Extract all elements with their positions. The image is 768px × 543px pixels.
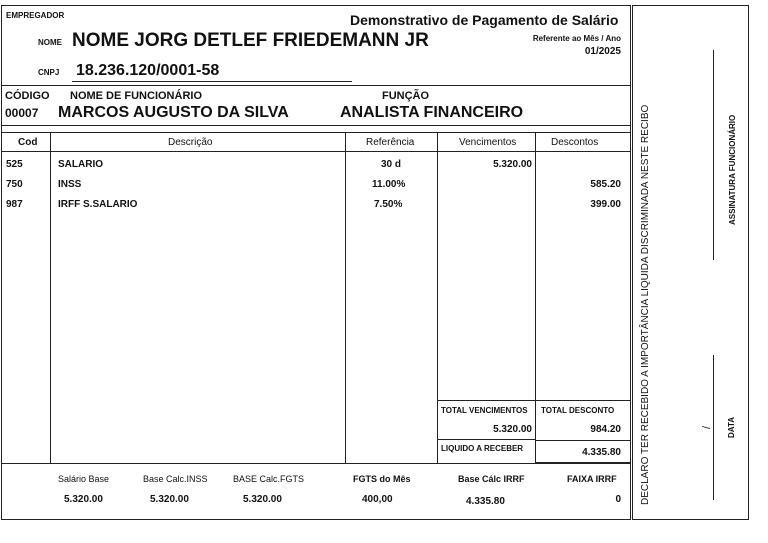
declaration-text: DECLARO TER RECEBIDO A IMPORTÂNCIA LIQUIDA DISCRIMINADA NESTE RECIBO — [640, 104, 651, 505]
document-title: Demonstrativo de Pagamento de Salário — [350, 12, 619, 28]
col-line — [535, 132, 536, 463]
row-desconto: 585.20 — [590, 179, 621, 190]
divider — [1, 85, 631, 86]
nome-label: NOME — [38, 38, 62, 47]
employee-name: MARCOS AUGUSTO DA SILVA — [58, 104, 289, 121]
faixa-irrf-value: 0 — [615, 494, 621, 505]
base-calc-inss-label: Base Calc.INSS — [143, 474, 208, 484]
col-line — [345, 132, 346, 463]
base-calc-irrf-value: 4.335.80 — [466, 496, 505, 507]
row-ref: 30 d — [381, 159, 402, 170]
cnpj-label: CNPJ — [38, 68, 60, 77]
row-ref: 7.50% — [374, 199, 403, 210]
row-cod: 987 — [6, 199, 23, 210]
liquido-value: 4.335.80 — [582, 447, 621, 458]
salario-base-label: Salário Base — [58, 474, 110, 484]
row-ref: 11.00% — [372, 179, 406, 190]
col-header-descricao: Descrição — [168, 137, 213, 148]
row-desc: SALARIO — [58, 159, 103, 170]
col-header-cod: Cod — [18, 137, 38, 148]
data-label: DATA — [727, 416, 736, 438]
base-calc-irrf-label: Base Cálc IRRF — [458, 474, 525, 484]
fgts-mes-value: 400,00 — [362, 494, 393, 505]
salario-base-value: 5.320.00 — [64, 494, 103, 505]
empregador-label: EMPREGADOR — [6, 11, 65, 20]
reference-value: 01/2025 — [584, 46, 621, 57]
date-line — [713, 355, 714, 500]
base-calc-fgts-value: 5.320.00 — [243, 494, 282, 505]
reference-label: Referente ao Mês / Ano — [532, 34, 621, 43]
faixa-irrf-label: FAIXA IRRF — [567, 474, 617, 484]
col-header-vencimentos: Vencimentos — [459, 137, 517, 148]
total-vencimentos-value: 5.320.00 — [493, 424, 532, 435]
base-calc-inss-value: 5.320.00 — [150, 494, 189, 505]
totals-divider — [437, 400, 631, 401]
total-desconto-value: 984.20 — [590, 424, 621, 435]
base-calc-fgts-label: BASE Calc.FGTS — [233, 474, 305, 484]
date-slash: / — [701, 425, 713, 429]
divider — [1, 151, 631, 152]
cnpj-value: 18.236.120/0001-58 — [76, 62, 220, 79]
funcao-label: FUNÇÃO — [382, 90, 430, 102]
signature-line — [713, 50, 714, 260]
employee-name-label: NOME DE FUNCIONÁRIO — [70, 90, 202, 102]
divider — [1, 125, 631, 126]
row-cod: 525 — [6, 159, 23, 170]
cnpj-underline — [72, 81, 352, 82]
col-line — [437, 132, 438, 463]
col-line — [50, 132, 51, 463]
col-header-referencia: Referência — [366, 137, 415, 148]
row-desc: INSS — [58, 179, 82, 190]
total-vencimentos-label: TOTAL VENCIMENTOS — [441, 406, 528, 415]
employer-name: NOME JORG DETLEF FRIEDEMANN JR — [72, 30, 429, 51]
row-desc: IRFF S.SALARIO — [58, 199, 138, 210]
funcao-value: ANALISTA FINANCEIRO — [340, 104, 524, 121]
fgts-mes-label: FGTS do Mês — [353, 474, 411, 484]
assinatura-label: ASSINATURA FUNCIONÁRIO — [728, 114, 737, 225]
codigo-label: CÓDIGO — [5, 90, 50, 102]
col-header-descontos: Descontos — [551, 137, 599, 148]
codigo-value: 00007 — [5, 106, 39, 120]
row-cod: 750 — [6, 179, 23, 190]
total-desconto-label: TOTAL DESCONTO — [541, 406, 615, 415]
divider — [1, 463, 631, 464]
row-venc: 5.320.00 — [493, 159, 532, 170]
liquido-label: LIQUIDO A RECEBER — [441, 444, 524, 453]
divider — [1, 132, 631, 133]
totals-divider — [437, 439, 535, 440]
row-desconto: 399.00 — [590, 199, 621, 210]
